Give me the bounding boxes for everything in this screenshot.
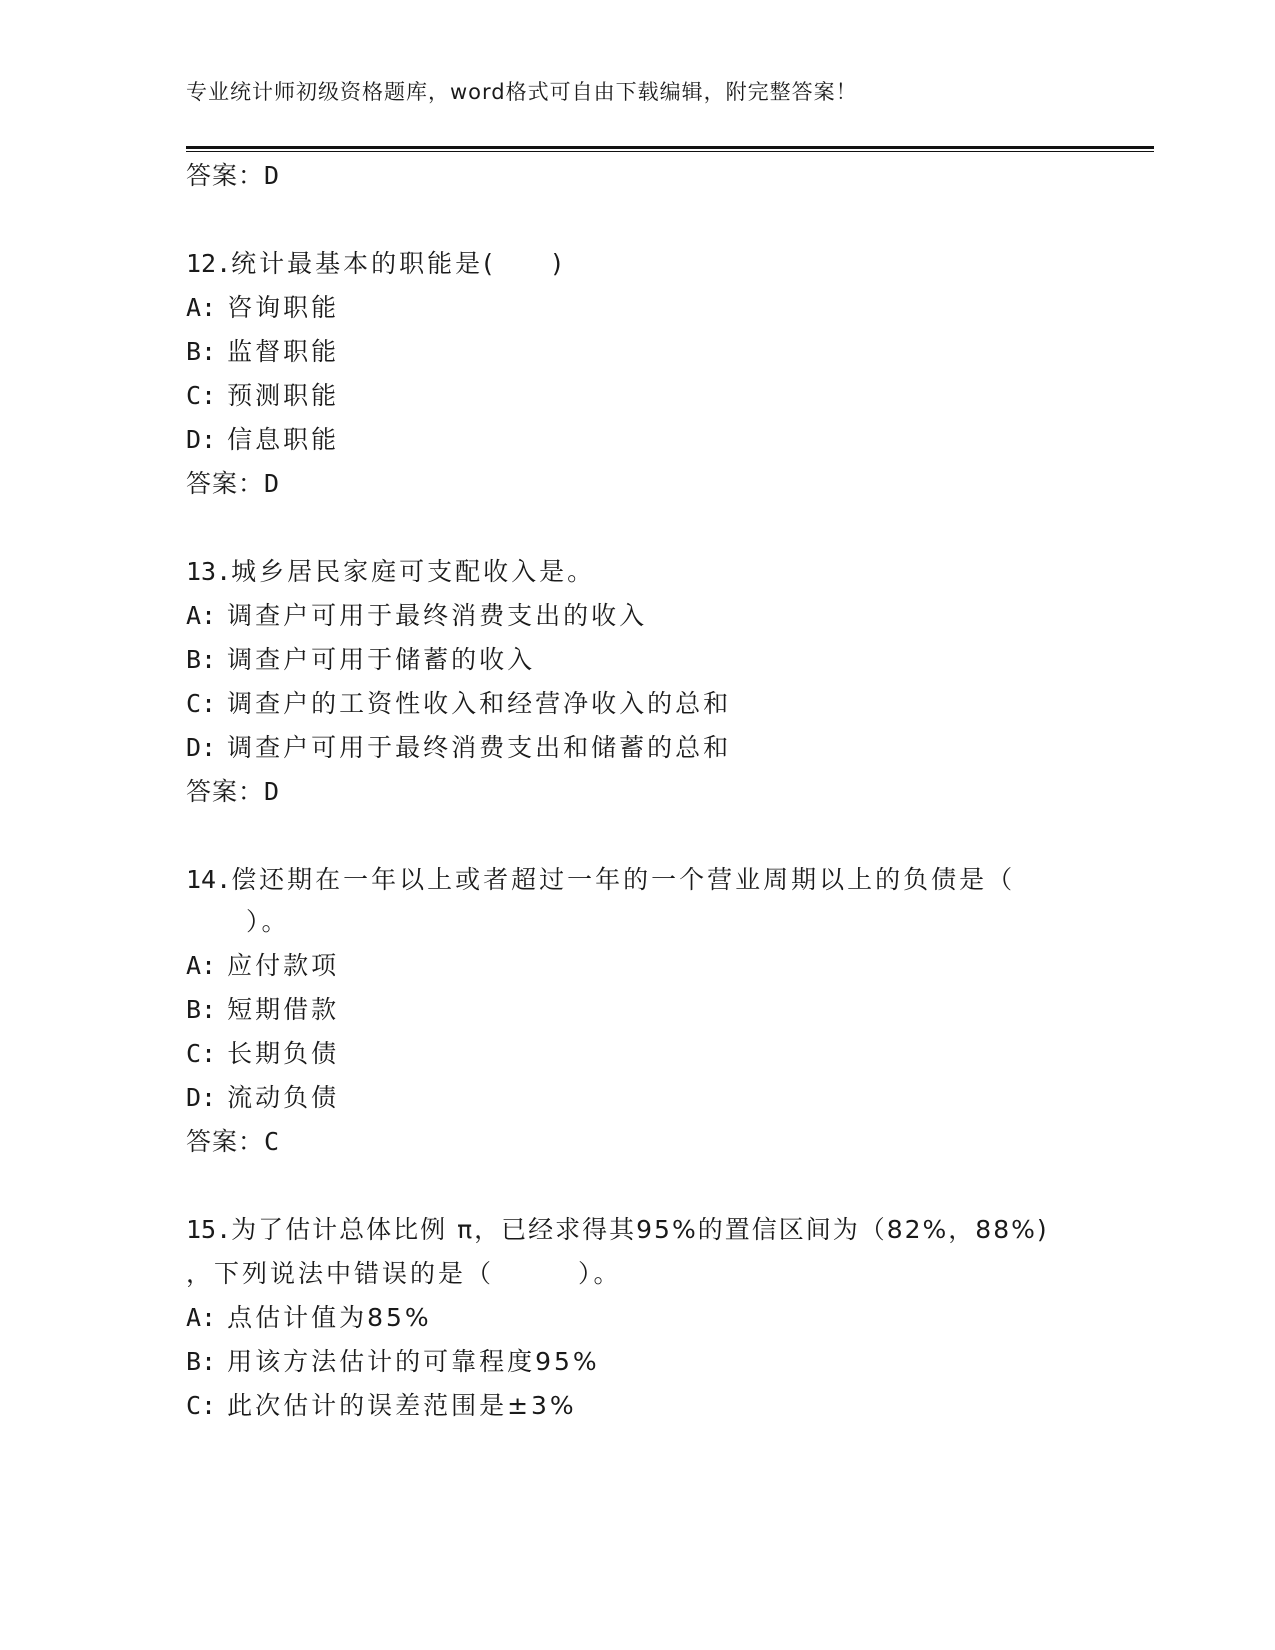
question-stem — [186, 1214, 1049, 1246]
option-text: 调查户可用于最终消费支出和储蓄的总和 — [227, 733, 732, 762]
header-rule — [186, 146, 1154, 149]
answer-line-prev — [186, 160, 280, 192]
question-text: 统计最基本的职能是( ) — [231, 249, 565, 278]
option-b — [186, 1346, 600, 1378]
answer-line — [186, 1126, 280, 1158]
option-letter: D: — [186, 425, 217, 454]
answer-value: D — [264, 777, 281, 806]
option-text: 应付款项 — [227, 951, 340, 980]
option-letter: C: — [186, 689, 217, 718]
option-text: 短期借款 — [227, 995, 340, 1024]
answer-value: C — [264, 1127, 281, 1156]
question-stem — [186, 248, 565, 280]
option-text: 调查户可用于储蓄的收入 — [227, 645, 536, 674]
option-c — [186, 688, 731, 720]
answer-label: 答案： — [186, 777, 265, 806]
header-rule-thin — [186, 151, 1154, 152]
option-letter: B: — [186, 1347, 217, 1376]
header-text: 专业统计师初级资格题库，word格式可自由下载编辑，附完整答案！ — [186, 80, 858, 104]
option-letter: B: — [186, 645, 217, 674]
option-letter: C: — [186, 381, 217, 410]
option-letter: C: — [186, 1039, 217, 1068]
option-c — [186, 1390, 577, 1422]
option-text: 监督职能 — [227, 337, 340, 366]
question-text: 为了估计总体比例 π，已经求得其95%的置信区间为（82%，88%) — [231, 1215, 1049, 1244]
option-letter: D: — [186, 1083, 217, 1112]
option-text: 点估计值为85% — [227, 1303, 432, 1332]
option-c — [186, 1038, 339, 1070]
option-a — [186, 1302, 432, 1334]
option-a — [186, 950, 339, 982]
question-number: 15. — [186, 1215, 232, 1244]
answer-value: D — [264, 161, 281, 190]
question-number: 13. — [186, 557, 232, 586]
question-stem-continued — [190, 906, 290, 938]
answer-label: 答案： — [186, 469, 265, 498]
option-b — [186, 644, 535, 676]
option-text: 用该方法估计的可靠程度95% — [227, 1347, 600, 1376]
option-letter: A: — [186, 293, 217, 322]
option-text: 咨询职能 — [227, 293, 340, 322]
answer-line — [186, 776, 280, 808]
option-letter: D: — [186, 733, 217, 762]
answer-value: D — [264, 469, 281, 498]
option-a — [186, 600, 647, 632]
option-text: 调查户可用于最终消费支出的收入 — [227, 601, 648, 630]
question-number: 12. — [186, 249, 232, 278]
option-letter: A: — [186, 951, 217, 980]
question-number: 14. — [186, 865, 232, 894]
answer-label: 答案： — [186, 1127, 265, 1156]
option-text: 流动负债 — [227, 1083, 340, 1112]
option-d — [186, 1082, 339, 1114]
question-text-continued: ，下列说法中错误的是（ ）。 — [186, 1259, 622, 1288]
option-text: 长期负债 — [227, 1039, 340, 1068]
question-text-continued: ）。 — [190, 907, 290, 936]
option-letter: C: — [186, 1391, 217, 1420]
question-text: 偿还期在一年以上或者超过一年的一个营业周期以上的负债是（ — [231, 865, 1016, 894]
answer-line — [186, 468, 280, 500]
option-b — [186, 336, 339, 368]
question-text: 城乡居民家庭可支配收入是。 — [231, 557, 596, 586]
option-letter: B: — [186, 995, 217, 1024]
question-stem — [186, 864, 1015, 896]
option-text: 此次估计的误差范围是±3% — [227, 1391, 577, 1420]
question-stem-continued — [186, 1258, 622, 1290]
option-d — [186, 424, 339, 456]
option-letter: B: — [186, 337, 217, 366]
option-letter: A: — [186, 601, 217, 630]
question-stem — [186, 556, 595, 588]
option-text: 调查户的工资性收入和经营净收入的总和 — [227, 689, 732, 718]
option-d — [186, 732, 731, 764]
option-text: 预测职能 — [227, 381, 340, 410]
option-letter: A: — [186, 1303, 217, 1332]
option-b — [186, 994, 339, 1026]
answer-label: 答案： — [186, 161, 265, 190]
option-text: 信息职能 — [227, 425, 340, 454]
option-a — [186, 292, 339, 324]
option-c — [186, 380, 339, 412]
